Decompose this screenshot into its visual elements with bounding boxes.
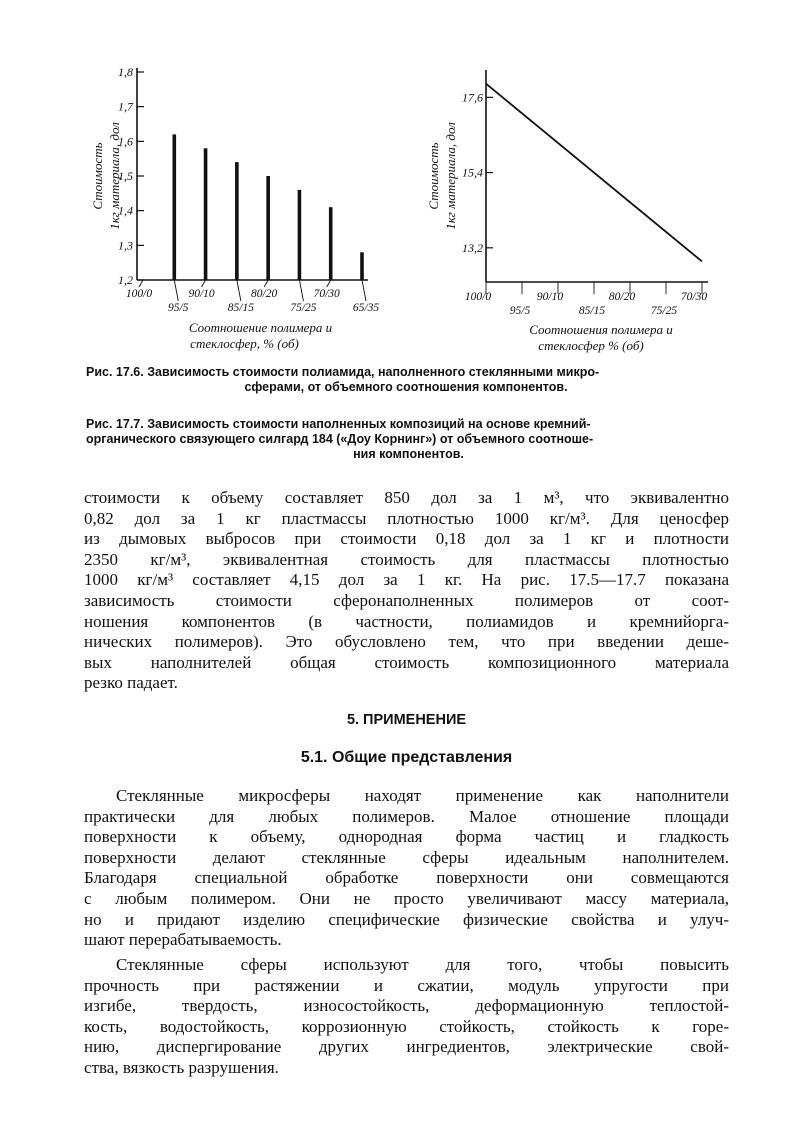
text-line: с любым полимером. Они не просто увеличивают массу материала, xyxy=(84,888,729,908)
x-tick-label: 70/30 xyxy=(313,288,340,300)
x-tick-leader xyxy=(264,280,268,287)
x-tick-leader xyxy=(299,280,303,301)
axes xyxy=(137,68,368,280)
text-line: но и придают изделию специфические физические свойства и улуч- xyxy=(84,909,729,929)
x-tick-leader xyxy=(362,280,366,301)
bar-75/25 xyxy=(298,190,302,280)
caption-fig-17-7-line3: ния компонентов. xyxy=(353,447,464,461)
y-tick-label: 1,3 xyxy=(118,238,133,253)
y-tick-label: 1,6 xyxy=(118,134,133,149)
text-line: резко падает. xyxy=(84,673,178,693)
x-ticks xyxy=(465,282,707,317)
bar-90/10 xyxy=(204,148,208,280)
y-tick-label: 1,8 xyxy=(118,65,133,79)
x-tick-label: 85/15 xyxy=(578,305,606,317)
x-tick-leader xyxy=(327,280,331,287)
x-tick-label: 70/30 xyxy=(680,291,708,303)
y-axis-label-line2: 1кг материала, дол xyxy=(107,122,122,230)
text-line: Стеклянные микросферы находят применение как наполнители xyxy=(116,786,729,805)
y-axis-label-line1: Стоимость xyxy=(426,142,441,210)
text-line: изгибе, твердость, износостойкость, деформационную теплостой- xyxy=(84,996,729,1016)
x-tick-leader xyxy=(139,280,143,287)
y-axis-label-line1: Стоимость xyxy=(90,142,105,210)
x-tick-label: 90/10 xyxy=(188,288,215,300)
x-tick-label: 75/25 xyxy=(290,302,317,314)
bar-95/5 xyxy=(172,134,176,280)
x-tick-label: 75/25 xyxy=(650,305,678,317)
text-line: 1000 кг/м³ составляет 4,15 дол за 1 кг. На рис. 17.5—17.7 показана xyxy=(84,570,729,590)
bar-chart-fig-17-6 xyxy=(80,60,400,360)
y-tick-label: 1,2 xyxy=(118,273,133,287)
text-line: зависимость стоимости сферонаполненных полимеров от соот- xyxy=(84,590,729,610)
caption-fig-17-7-line2: органического связующего силгард 184 («Доу Корнинг») от объемного соотноше- xyxy=(86,432,594,446)
text-line: Благодаря специальной обработке поверхности они совмещаются xyxy=(84,868,729,888)
caption-fig-17-7 xyxy=(86,417,731,462)
bar-85/15 xyxy=(235,162,239,280)
text-line: Стеклянные сферы используют для того, чтобы повысить xyxy=(116,955,729,974)
subsection-heading: 5.1. Общие представления xyxy=(300,749,513,766)
x-tick-label: 80/20 xyxy=(251,288,278,300)
text-line: поверхности к объему, однородная форма частиц и гладкость xyxy=(84,827,729,847)
cost-line xyxy=(486,84,702,262)
y-tick-label: 1,7 xyxy=(118,99,133,114)
paragraph-cost xyxy=(84,488,729,694)
caption-fig-17-6-line2: сферами, от объемного соотношения компонентов. xyxy=(244,380,568,394)
x-axis-label-line1: Соотношения полимера и xyxy=(529,322,673,337)
y-tick-label: 1,4 xyxy=(118,203,133,218)
line-chart-fig-17-7 xyxy=(420,60,740,360)
x-tick-label: 65/35 xyxy=(352,302,380,314)
x-tick-label: 90/10 xyxy=(536,291,564,303)
bar-80/20 xyxy=(266,176,270,280)
text-line: кость, водостойкость, коррозионную стойкость, стойкость к горе- xyxy=(84,1016,729,1036)
x-tick-label: 95/5 xyxy=(168,302,189,314)
y-tick-label: 17,6 xyxy=(462,90,483,105)
x-tick-leader xyxy=(202,280,206,287)
text-line: прочность при растяжении и сжатии, модуль упругости при xyxy=(84,975,729,995)
x-axis-label xyxy=(529,322,673,353)
x-ticks xyxy=(126,280,379,314)
text-line: стоимости к объему составляет 850 дол за 1 м³, что эквивалентно xyxy=(84,488,729,507)
x-tick-label: 85/15 xyxy=(227,302,254,314)
bars xyxy=(172,134,363,280)
text-line: из дымовых выбросов при стоимости 0,18 дол за 1 кг и плотности xyxy=(84,529,729,549)
bar-70/30 xyxy=(329,207,333,280)
x-tick-leader xyxy=(237,280,241,301)
paragraph-general xyxy=(84,786,729,951)
text-line: шают перерабатываемость. xyxy=(84,930,282,950)
y-axis-label-line2: 1кг материала, дол xyxy=(443,122,458,230)
text-line: нию, диспергирование других ингредиентов, электрические свой- xyxy=(84,1037,729,1057)
text-line: ношения компонентов (в частности, полиамидов и кремнийорга- xyxy=(84,611,729,631)
x-tick-label: 80/20 xyxy=(608,291,636,303)
x-axis-label xyxy=(189,320,333,351)
text-line: практически для любых полимеров. Малое отношение площади xyxy=(84,806,729,826)
x-axis-label-line2: стеклосфер % (об) xyxy=(538,338,644,353)
x-axis-label-line2: стеклосфер, % (об) xyxy=(190,336,299,351)
bar-65/35 xyxy=(360,252,364,280)
y-axis-label xyxy=(426,122,458,230)
text-line: нических полимеров). Это обусловлено тем, что при введении деше- xyxy=(84,632,729,652)
y-tick-label: 1,5 xyxy=(118,169,133,183)
text-line: ства, вязкость разрушения. xyxy=(84,1057,279,1077)
series-line xyxy=(486,84,702,262)
section-heading: 5. ПРИМЕНЕНИЕ xyxy=(346,712,467,728)
x-axis-label-line1: Соотношение полимера и xyxy=(188,320,333,335)
caption-fig-17-7-line1: Рис. 17.7. Зависимость стоимости наполненных композиций на основе кремний- xyxy=(86,417,591,431)
text-line: вых наполнителей общая стоимость композиционного материала xyxy=(84,652,729,672)
y-tick-label: 13,2 xyxy=(462,240,483,255)
caption-fig-17-6-line1: Рис. 17.6. Зависимость стоимости полиамида, наполненного стеклянными микро- xyxy=(86,365,600,379)
x-tick-label: 100/0 xyxy=(125,288,153,300)
paragraph-uses xyxy=(84,955,729,1079)
x-tick-label: 95/5 xyxy=(509,305,531,317)
text-line: поверхности делают стеклянные сферы идеальным наполнителем. xyxy=(84,847,729,867)
caption-fig-17-6 xyxy=(86,365,726,395)
y-ticks xyxy=(462,90,493,254)
y-tick-label: 15,4 xyxy=(462,165,483,180)
x-tick-leader xyxy=(174,280,178,301)
y-ticks xyxy=(118,65,144,287)
text-line: 2350 кг/м³, эквивалентная стоимость для пластмассы плотностью xyxy=(84,549,729,569)
text-line: 0,82 дол за 1 кг пластмассы плотностью 1000 кг/м³. Для ценосфер xyxy=(84,508,729,528)
x-tick-label: 100/0 xyxy=(464,291,492,303)
